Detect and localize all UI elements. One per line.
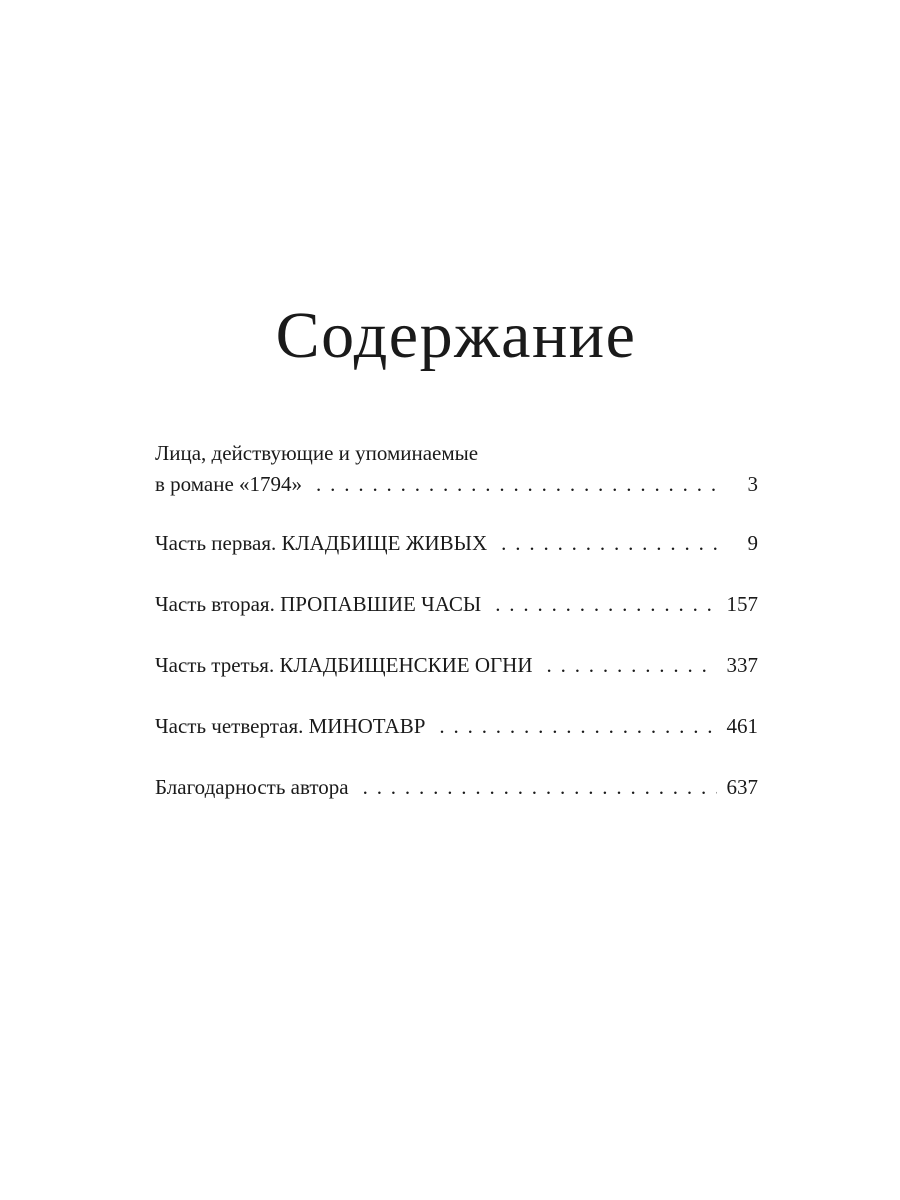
toc-entry-text-line: Часть третья. КЛАДБИЩЕНСКИЕ ОГНИ (155, 653, 533, 677)
page-title: Содержание (275, 299, 637, 372)
toc-entry-text-line: Часть четвертая. МИНОТАВР (155, 714, 426, 738)
toc-entry-part-three (155, 650, 758, 681)
toc-entry-row (155, 711, 758, 742)
toc-entry-text-line: Часть первая. КЛАДБИЩЕ ЖИВЫХ (155, 531, 488, 555)
page-number: 637 (726, 775, 758, 799)
toc-entry-text-line: в романе «1794» (155, 472, 303, 496)
toc-entry-text-line: Часть вторая. ПРОПАВШИЕ ЧАСЫ (155, 592, 482, 616)
toc-entry-characters (155, 438, 758, 500)
dot-leader (495, 589, 716, 620)
toc-entry-row (155, 589, 758, 620)
toc-entry-acknowledgements (155, 772, 758, 803)
dot-leader (363, 772, 717, 803)
toc-entry-row (155, 772, 758, 803)
page-number: 337 (726, 653, 758, 677)
dot-leader (547, 650, 717, 681)
toc-entry-text-line: Лица, действующие и упоминаемые (155, 441, 479, 465)
table-of-contents (155, 438, 758, 833)
toc-entry-part-two (155, 589, 758, 620)
toc-entry-row (155, 469, 758, 500)
dot-leader (439, 711, 716, 742)
toc-entry-row (155, 528, 758, 559)
toc-entry-part-four (155, 711, 758, 742)
toc-entry-part-one (155, 528, 758, 559)
dot-leader (316, 469, 722, 500)
toc-entry-row (155, 650, 758, 681)
page-number: 9 (747, 531, 758, 555)
page-number: 3 (747, 472, 758, 496)
toc-entry-text-line: Благодарность автора (155, 775, 349, 799)
dot-leader (501, 528, 722, 559)
page-number: 157 (726, 592, 758, 616)
page-number: 461 (726, 714, 758, 738)
